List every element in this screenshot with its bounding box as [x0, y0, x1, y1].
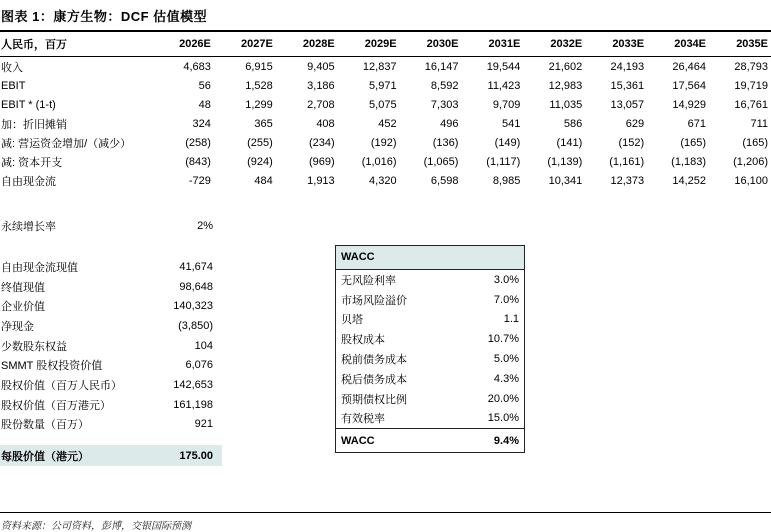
cell-value: 8,592	[430, 79, 459, 92]
cell-value: (255)	[247, 136, 273, 149]
forecast-row	[0, 76, 771, 95]
wacc-row	[336, 369, 524, 389]
cell-value: 26,464	[672, 60, 707, 73]
forecast-row	[0, 133, 771, 152]
unit-label: 人民币，百万	[0, 32, 152, 57]
cell-value: 541	[501, 117, 521, 130]
row-value: 5.0%	[493, 353, 519, 366]
cell-value: 671	[687, 117, 707, 130]
row-label: SMMT 股权投资价值	[1, 360, 103, 373]
cell-value: 24,193	[610, 60, 645, 73]
row-value: 20.0%	[487, 392, 519, 405]
cell-value: 11,035	[549, 98, 583, 111]
row-label: 每股价值（港元）	[1, 450, 89, 463]
row-label: 股权价值（百万港元）	[1, 399, 111, 412]
row-value: 6,076	[185, 359, 213, 372]
cell-value: 6,915	[245, 60, 273, 73]
cell-value: (1,206)	[733, 155, 768, 168]
year-header: 2027E	[214, 32, 276, 57]
year-header: 2032E	[523, 32, 585, 57]
wacc-total-row	[336, 428, 524, 452]
year-header: 2031E	[461, 32, 523, 57]
cell-value: 10,341	[548, 174, 583, 187]
row-value: 3.0%	[493, 273, 519, 286]
cell-value: (165)	[742, 136, 768, 149]
row-label: 股份数量（百万）	[1, 419, 89, 432]
cell-value: 7,303	[430, 98, 459, 111]
cell-value: 17,564	[672, 79, 707, 92]
cell-value: 48	[198, 98, 211, 111]
row-label: 终值现值	[1, 281, 45, 294]
cell-value: 6,598	[430, 174, 459, 187]
year-header: 2034E	[647, 32, 709, 57]
cell-value: 4,683	[183, 60, 211, 73]
cell-value: 56	[198, 79, 211, 92]
valuation-row	[0, 316, 222, 336]
forecast-row	[0, 152, 771, 171]
cell-value: 9,709	[492, 98, 521, 111]
cell-value: 496	[440, 117, 459, 130]
cell-value: 365	[254, 117, 273, 130]
row-value: 1.1	[503, 313, 519, 326]
valuation-row	[0, 257, 222, 277]
cell-value: (258)	[185, 136, 211, 149]
valuation-row	[0, 395, 222, 415]
cell-value: 2,708	[307, 98, 335, 111]
list-gap	[0, 236, 222, 257]
cell-value: 324	[192, 117, 211, 130]
perpetual-growth-row	[0, 216, 222, 236]
cell-value: 408	[316, 117, 335, 130]
row-label: 税前债务成本	[341, 354, 407, 367]
cell-value: 711	[750, 117, 768, 130]
row-label: 预期债权比例	[341, 393, 407, 406]
row-label: WACC	[341, 434, 375, 447]
wacc-assumptions-box	[335, 245, 525, 453]
cell-value: (1,161)	[609, 155, 645, 168]
cell-value: (924)	[247, 155, 273, 168]
valuation-list	[0, 216, 222, 466]
cell-value: 1,913	[307, 174, 335, 187]
row-label: 收入	[1, 61, 23, 74]
cell-value: 1,528	[245, 79, 273, 92]
year-header: 2035E	[709, 32, 771, 57]
row-value: 2%	[197, 220, 213, 232]
cell-value: 21,602	[548, 60, 583, 73]
cell-value: (1,065)	[423, 155, 459, 168]
cell-value: 13,057	[610, 98, 645, 111]
cell-value: 19,719	[734, 79, 768, 92]
row-value: 98,648	[179, 280, 213, 293]
valuation-row	[0, 415, 222, 435]
cell-value: 3,186	[307, 79, 335, 92]
valuation-section	[0, 216, 771, 512]
row-value: 15.0%	[487, 412, 519, 425]
row-label: 企业价值	[1, 301, 45, 314]
cell-value: (1,117)	[486, 155, 521, 168]
row-label: 永续增长率	[1, 221, 56, 233]
row-value: 7.0%	[493, 293, 519, 306]
row-label: EBIT * (1-t)	[1, 98, 56, 111]
row-value: 161,198	[173, 398, 213, 411]
row-label: EBIT	[1, 79, 26, 92]
cell-value: 586	[563, 117, 583, 130]
year-header: 2030E	[400, 32, 462, 57]
cell-value: (136)	[432, 136, 459, 149]
cell-value: 16,100	[734, 174, 768, 187]
row-label: 自由现金流	[1, 175, 56, 188]
row-label: 股权价值（百万人民币）	[1, 379, 122, 392]
cell-value: (149)	[494, 136, 521, 149]
row-value: 140,323	[173, 300, 213, 313]
cell-value: 19,544	[486, 60, 521, 73]
cell-value: -729	[188, 174, 211, 187]
row-value: 9.4%	[493, 434, 519, 447]
cell-value: 484	[254, 174, 273, 187]
wacc-row	[336, 409, 524, 429]
valuation-row	[0, 355, 222, 375]
cell-value: 16,147	[424, 60, 459, 73]
cell-value: (165)	[680, 136, 707, 149]
cell-value: 8,985	[492, 174, 521, 187]
cell-value: 12,983	[548, 79, 583, 92]
forecast-row	[0, 171, 771, 190]
row-label: 有效税率	[341, 413, 385, 426]
dcf-forecast-table	[0, 32, 771, 190]
cell-value: 14,252	[672, 174, 707, 187]
year-header: 2033E	[585, 32, 647, 57]
forecast-row	[0, 114, 771, 133]
valuation-row	[0, 336, 222, 356]
cell-value: 9,405	[307, 60, 335, 73]
row-label: 减: 资本开支	[1, 156, 63, 169]
cell-value: 1,299	[245, 98, 273, 111]
wacc-box-header: WACC	[336, 246, 524, 270]
cell-value: 16,761	[734, 98, 768, 111]
wacc-row	[336, 329, 524, 349]
cell-value: (141)	[556, 136, 583, 149]
valuation-row	[0, 296, 222, 316]
wacc-row	[336, 389, 524, 409]
cell-value: 5,075	[369, 98, 397, 111]
cell-value: (1,016)	[361, 155, 397, 168]
row-value: 104	[194, 339, 213, 352]
wacc-row	[336, 310, 524, 330]
table-header-row	[0, 32, 771, 57]
cell-value: (969)	[308, 155, 335, 168]
row-label: 少数股东权益	[1, 340, 67, 353]
cell-value: (1,139)	[547, 155, 583, 168]
cell-value: 12,373	[610, 174, 645, 187]
row-label: 净现金	[1, 320, 34, 333]
forecast-row	[0, 95, 771, 114]
cell-value: (843)	[185, 155, 211, 168]
forecast-body	[0, 57, 771, 191]
row-label: 加：折旧摊销	[1, 118, 67, 131]
cell-value: 629	[625, 117, 645, 130]
row-label: 减: 营运资金增加/（减少）	[1, 137, 132, 150]
row-value: 10.7%	[487, 333, 519, 346]
forecast-row	[0, 57, 771, 77]
wacc-row	[336, 270, 524, 290]
row-value: 142,653	[173, 378, 213, 391]
year-header: 2026E	[152, 32, 214, 57]
cell-value: (1,183)	[671, 155, 707, 168]
row-label: 股权成本	[341, 334, 385, 347]
row-label: 自由现金流现值	[1, 261, 78, 274]
cell-value: (152)	[618, 136, 645, 149]
figure-title: 图表 1：康方生物：DCF 估值模型	[0, 0, 771, 32]
year-header: 2028E	[276, 32, 338, 57]
source-note: 资料来源：公司资料，彭博，交银国际预测	[1, 521, 191, 532]
row-label: 无风险利率	[341, 274, 396, 287]
row-value: 4.3%	[493, 372, 519, 385]
row-value: (3,850)	[178, 319, 213, 332]
row-label: 税后债务成本	[341, 373, 407, 386]
row-value: 921	[194, 418, 213, 431]
row-value: 41,674	[179, 260, 213, 273]
year-header: 2029E	[338, 32, 400, 57]
wacc-row	[336, 349, 524, 369]
cell-value: (234)	[308, 136, 335, 149]
row-label: 市场风险溢价	[341, 294, 407, 307]
cell-value: 28,793	[734, 60, 768, 73]
cell-value: 11,423	[487, 79, 521, 92]
per-share-row	[0, 445, 222, 466]
cell-value: 4,320	[369, 174, 397, 187]
wacc-row	[336, 290, 524, 310]
cell-value: 12,837	[362, 60, 397, 73]
wacc-rows	[336, 270, 524, 428]
cell-value: (192)	[370, 136, 397, 149]
row-value: 175.00	[179, 449, 213, 462]
cell-value: 15,361	[610, 79, 645, 92]
valuation-row	[0, 375, 222, 395]
valuation-row	[0, 277, 222, 297]
cell-value: 452	[378, 117, 397, 130]
row-label: 贝塔	[341, 314, 363, 327]
cell-value: 14,929	[672, 98, 707, 111]
cell-value: 5,971	[369, 79, 397, 92]
